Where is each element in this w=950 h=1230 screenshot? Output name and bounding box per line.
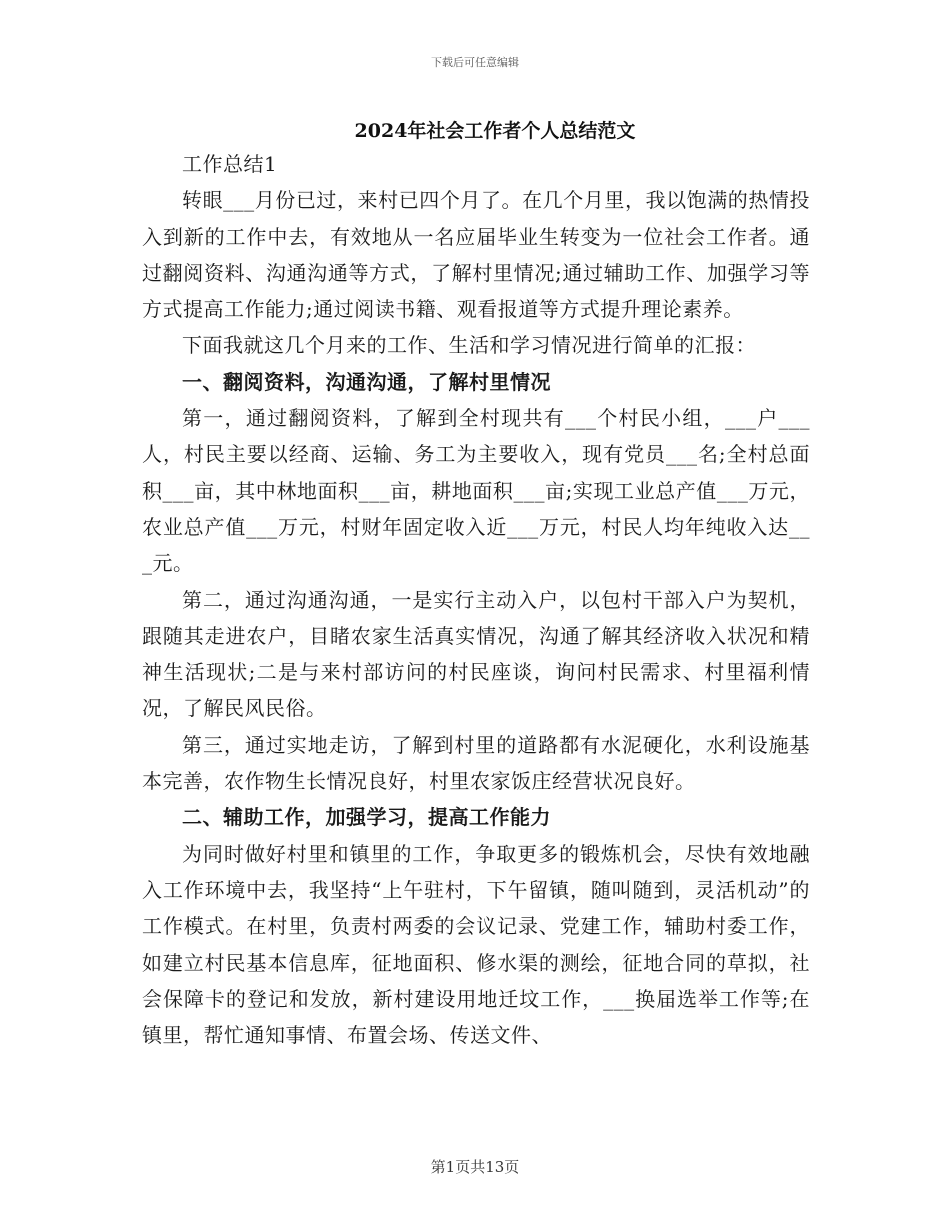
paragraph: 转眼___月份已过，来村已四个月了。在几个月里，我以饱满的热情投入到新的工作中去，有效地从一名应届毕业生转变为一位社会工作者。通过翻阅资料、沟通沟通等方式，了解村里情况;通过辅助工作、加强学习等方式提高工作能力;通过阅读书籍、观看报道等方式提升理论素养。 (142, 188, 810, 322)
paragraph: 第三，通过实地走访，了解到村里的道路都有水泥硬化，水利设施基本完善，农作物生长情况良好，村里农家饭庄经营状况良好。 (142, 732, 810, 794)
paragraph: 第一，通过翻阅资料，了解到全村现共有___个村民小组，___户___人，村民主要以经商、运输、务工为主要收入，现有党员___名;全村总面积___亩，其中林地面积___亩，耕地面积___亩;实现工业总产值___万元，农业总产值___万元，村财年固定收入近___万元，村民人均年纯收入达___元。 (142, 406, 810, 576)
section-heading: 二、辅助工作，加强学习，提高工作能力 (182, 805, 551, 830)
section-heading: 一、翻阅资料，沟通沟通，了解村里情况 (182, 369, 551, 394)
page-footer: 第1页共13页 (430, 1158, 520, 1176)
paragraph: 第二，通过沟通沟通，一是实行主动入户，以包村干部入户为契机，跟随其走进农户，目睹农家生活真实情况，沟通了解其经济收入状况和精神生活现状;二是与来村部访问的村民座谈，询问村民需求、村里福利情况，了解民风民俗。 (142, 587, 810, 721)
document-body (142, 146, 810, 1053)
header-note: 下载后可任意编辑 (431, 56, 519, 69)
paragraph: 下面我就这几个月来的工作、生活和学习情况进行简单的汇报： (182, 333, 756, 358)
paragraph: 为同时做好村里和镇里的工作，争取更多的锻炼机会，尽快有效地融入工作环境中去，我坚持“上午驻村，下午留镇，随叫随到，灵活机动”的工作模式。在村里，负责村两委的会议记录、党建工作，辅助村委工作，如建立村民基本信息库，征地面积、修水渠的测绘，征地合同的草拟，社会保障卡的登记和发放，新村建设用地迁坟工作，___换届选举工作等;在镇里，帮忙通知事情、布置会场、传送文件、 (142, 841, 810, 1048)
document-title: 2024年社会工作者个人总结范文 (354, 120, 636, 142)
paragraph: 工作总结1 (182, 152, 278, 176)
